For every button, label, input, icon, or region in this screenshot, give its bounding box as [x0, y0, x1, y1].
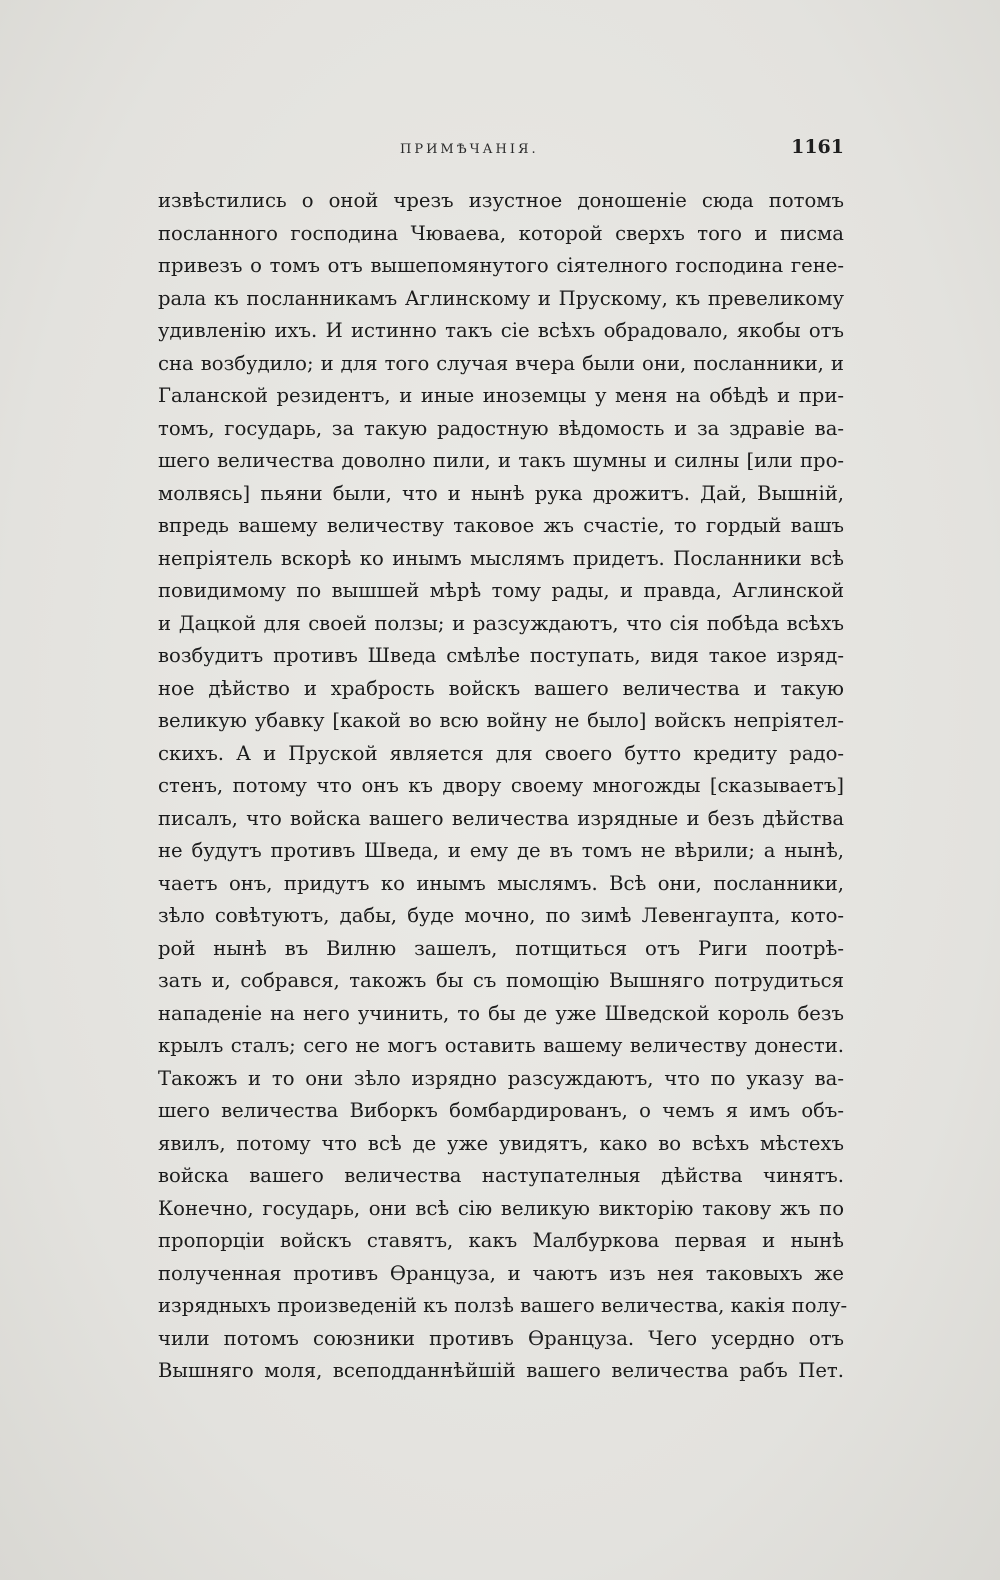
text-line: шего величества Виборкъ бомбардированъ, о чемъ я имъ объ- — [158, 1099, 844, 1122]
text-line: Такожъ и то они зѣло изрядно разсуждаютъ, что по указу ва- — [158, 1066, 844, 1090]
text-line: рала къ посланникамъ Аглинскому и Прускому, къ превеликому — [158, 286, 844, 310]
text-line: шего величества доволно пили, и такъ шумны и силны [или про- — [158, 449, 844, 472]
text-line: чили потомъ союзники противъ Ѳранцуза. Чего усердно отъ — [158, 1326, 844, 1350]
page-header — [160, 136, 844, 166]
text-line: извѣстились о оной чрезъ изустное доношеніе сюда потомъ — [158, 189, 844, 212]
text-line: сна возбудило; и для того случая вчера были они, посланники, и — [158, 351, 844, 375]
text-line: писалъ, что войска вашего величества изрядные и безъ дѣйства — [158, 806, 844, 830]
text-line: крылъ сталъ; сего не могъ оставить вашему величеству донести. — [158, 1034, 844, 1057]
text-line: Конечно, государь, они всѣ сію великую викторію такову жъ по — [158, 1196, 844, 1220]
text-line: явилъ, потому что всѣ де уже увидятъ, како во всѣхъ мѣстехъ — [158, 1131, 844, 1155]
text-line: пропорціи войскъ ставятъ, какъ Малбуркова первая и нынѣ — [158, 1229, 844, 1252]
page-number: 1161 — [791, 136, 844, 158]
text-line: скихъ. А и Пруской является для своего бутто кредиту радо- — [158, 741, 844, 765]
text-line: рой нынѣ въ Вилню зашелъ, потщиться отъ Риги поотрѣ- — [158, 936, 844, 960]
text-line: непріятель вскорѣ ко инымъ мыслямъ придетъ. Посланники всѣ — [158, 546, 844, 570]
text-line: войска вашего величества наступателныя дѣйства чинятъ. — [158, 1164, 844, 1187]
text-line: удивленію ихъ. И истинно такъ сіе всѣхъ обрадовало, якобы отъ — [158, 319, 844, 342]
text-line: Вышняго моля, всеподданнѣйшій вашего величества рабъ Пет. — [158, 1359, 844, 1382]
text-line: зать и, собрався, такожъ бы съ помощію Вышняго потрудиться — [158, 969, 844, 992]
text-line: томъ, государь, за такую радостную вѣдомость и за здравіе ва- — [158, 416, 844, 440]
text-line: и Дацкой для своей ползы; и разсуждаютъ, что сія побѣда всѣхъ — [158, 611, 844, 635]
text-line: Галанской резидентъ, и иные иноземцы у меня на обѣдѣ и при- — [158, 384, 844, 407]
running-title: ПРИМѢЧАНІЯ. — [400, 142, 539, 157]
text-line: нападеніе на него учинить, то бы де уже Шведской король безъ — [158, 1001, 844, 1025]
text-line: зѣло совѣтуютъ, дабы, буде мочно, по зимѣ Левенгаупта, кото- — [158, 904, 844, 927]
text-line: посланного господина Чюваева, которой сверхъ того и писма — [158, 221, 844, 245]
text-line: изрядныхъ произведеній къ ползѣ вашего величества, какія полу- — [158, 1294, 848, 1317]
text-line: ное дѣйство и храбрость войскъ вашего величества и такую — [158, 676, 844, 700]
text-line: повидимому по вышшей мѣрѣ тому рады, и правда, Аглинской — [158, 579, 844, 602]
body-text — [158, 185, 848, 1388]
text-line: возбудитъ противъ Шведа смѣлѣе поступать, видя такое изряд- — [158, 644, 844, 667]
text-line: не будутъ противъ Шведа, и ему де въ томъ не вѣрили; а нынѣ, — [158, 839, 844, 862]
text-line: великую убавку [какой во всю войну не было] войскъ непріятел- — [158, 709, 844, 732]
text-line: молвясь] пьяни были, что и нынѣ рука дрожитъ. Дай, Вышній, — [158, 481, 844, 505]
text-line: полученная противъ Ѳранцуза, и чаютъ изъ нея таковыхъ же — [158, 1261, 844, 1285]
text-line: впредь вашему величеству таковое жъ счастіе, то гордый вашъ — [158, 514, 844, 537]
text-line: стенъ, потому что онъ къ двору своему многожды [сказываетъ] — [158, 774, 844, 797]
text-line: привезъ о томъ отъ вышепомянутого сіятелного господина гене- — [158, 254, 844, 277]
text-line: чаетъ онъ, придутъ ко инымъ мыслямъ. Всѣ они, посланники, — [158, 871, 844, 895]
